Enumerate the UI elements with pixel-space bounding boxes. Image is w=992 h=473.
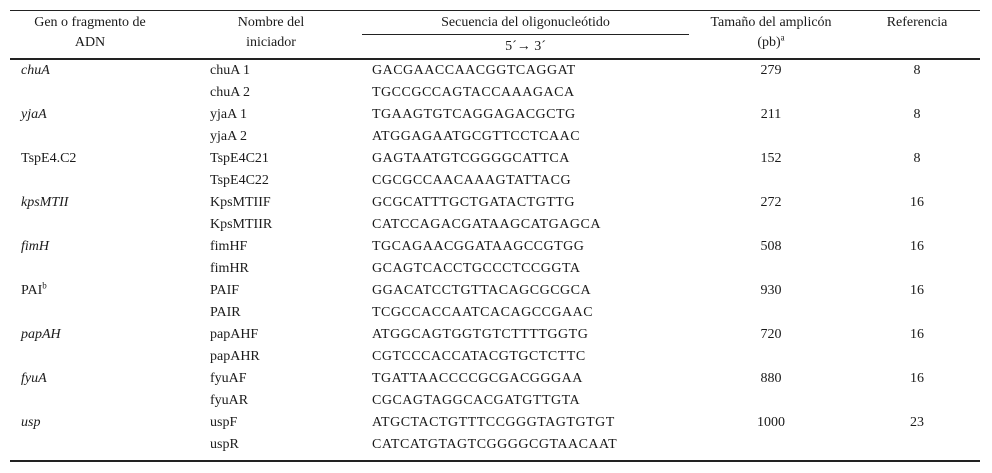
table-row <box>0 214 992 236</box>
reference-cell: 16 <box>910 283 924 298</box>
reference-cell: 16 <box>910 239 924 254</box>
reference-cell: 16 <box>910 371 924 386</box>
table-bottom-rule <box>10 460 980 462</box>
primer-name-cell: fyuAR <box>210 393 249 408</box>
table-row <box>0 60 992 82</box>
sequence-cell: TGAAGTGTCAGGAGACGCTG <box>372 107 576 122</box>
amplicon-size-cell: 211 <box>760 107 782 122</box>
primer-name-cell: PAIF <box>210 283 240 298</box>
sequence-cell: CGTCCCACCATACGTGCTCTTC <box>372 349 586 364</box>
primer-name-cell: PAIR <box>210 305 241 320</box>
header-gene-line2: ADN <box>74 35 106 50</box>
table-row <box>0 412 992 434</box>
header-gene-line1: Gen o fragmento de <box>34 15 146 30</box>
amplicon-size-cell: 720 <box>760 327 782 342</box>
header-reference: Referencia <box>886 15 948 30</box>
header-size-footnote: a <box>780 32 785 43</box>
table-row <box>0 236 992 258</box>
table-row <box>0 324 992 346</box>
gene-cell <box>21 280 47 302</box>
primer-name-cell: fimHR <box>210 261 249 276</box>
table-row <box>0 170 992 192</box>
gene-cell <box>21 236 49 258</box>
header-gene <box>10 13 170 53</box>
primer-name-cell: chuA 1 <box>210 63 251 78</box>
gene-name: kpsMTII <box>21 195 69 210</box>
table-row <box>0 302 992 324</box>
sequence-cell: CGCGCCAACAAAGTATTACG <box>372 173 572 188</box>
primer-name-cell: papAHR <box>210 349 260 364</box>
gene-cell <box>21 192 68 214</box>
header-size-unit: (pb) <box>757 35 781 50</box>
primer-name-cell: yjaA 1 <box>210 107 247 122</box>
amplicon-size-cell: 272 <box>760 195 782 210</box>
table-row <box>0 148 992 170</box>
primer-name-cell: chuA 2 <box>210 85 251 100</box>
amplicon-size-cell: 508 <box>760 239 782 254</box>
sequence-cell: CGCAGTAGGCACGATGTTGTA <box>372 393 581 408</box>
sequence-cell: GGACATCCTGTTACAGCGCGCA <box>372 283 592 298</box>
sequence-cell: ATGGAGAATGCGTTCCTCAAC <box>372 129 581 144</box>
table-row <box>0 368 992 390</box>
gene-cell <box>21 104 47 126</box>
gene-name: chuA <box>21 63 50 78</box>
gene-name: fimH <box>21 239 49 254</box>
sequence-cell: CATCCAGACGATAAGCATGAGCA <box>372 217 601 232</box>
reference-cell: 16 <box>910 195 924 210</box>
table-row <box>0 434 992 456</box>
reference-cell: 8 <box>913 107 921 122</box>
table-row <box>0 346 992 368</box>
table-row <box>0 82 992 104</box>
header-sequence-rule <box>362 34 689 35</box>
header-size-line1: Tamaño del amplicón <box>710 15 832 30</box>
sequence-cell: ATGCTACTGTTTCCGGGTAGTGTGT <box>372 415 615 430</box>
gene-cell <box>21 60 50 82</box>
primer-name-cell: uspR <box>210 437 239 452</box>
sequence-cell: GAGTAATGTCGGGGCATTCA <box>372 151 570 166</box>
sequence-cell: CATCATGTAGTCGGGGCGTAACAAT <box>372 437 618 452</box>
reference-cell: 23 <box>910 415 924 430</box>
primer-name-cell: papAHF <box>210 327 259 342</box>
primer-name-cell: KpsMTIIF <box>210 195 271 210</box>
primer-name-cell: KpsMTIIR <box>210 217 273 232</box>
table-row <box>0 280 992 302</box>
gene-name: usp <box>21 415 41 430</box>
table-row <box>0 104 992 126</box>
gene-cell <box>21 324 61 346</box>
header-primer-name <box>196 13 346 53</box>
table-top-rule <box>10 10 980 11</box>
gene-name: fyuA <box>21 371 47 386</box>
amplicon-size-cell: 880 <box>760 371 782 386</box>
amplicon-size-cell: 152 <box>760 151 782 166</box>
sequence-cell: TGATTAACCCCGCGACGGGAA <box>372 371 583 386</box>
gene-name: papAH <box>21 327 61 342</box>
gene-name: TspE4.C2 <box>21 151 77 166</box>
reference-cell: 16 <box>910 327 924 342</box>
header-sequence: Secuencia del oligonucleótido <box>441 15 610 30</box>
header-direction: 5´→ 3´ <box>505 39 546 54</box>
header-amplicon-size <box>690 13 852 53</box>
table-row <box>0 390 992 412</box>
header-size-line2 <box>690 33 852 53</box>
primer-name-cell: uspF <box>210 415 238 430</box>
amplicon-size-cell: 1000 <box>757 415 785 430</box>
table-row <box>0 192 992 214</box>
reference-cell: 8 <box>913 63 921 78</box>
sequence-cell: GCAGTCACCTGCCCTCCGGTA <box>372 261 581 276</box>
primer-name-cell: TspE4C22 <box>210 173 269 188</box>
gene-cell <box>21 148 76 170</box>
table-row <box>0 126 992 148</box>
gene-cell <box>21 368 47 390</box>
header-name-line2: iniciador <box>246 35 296 50</box>
gene-footnote: b <box>42 280 47 291</box>
gene-name: PAI <box>21 283 43 298</box>
sequence-cell: ATGGCAGTGGTGTCTTTTGGTG <box>372 327 589 342</box>
header-name-line1: Nombre del <box>237 15 305 30</box>
primer-name-cell: yjaA 2 <box>210 129 247 144</box>
primer-name-cell: fimHF <box>210 239 248 254</box>
primer-name-cell: TspE4C21 <box>210 151 269 166</box>
sequence-cell: TCGCCACCAATCACAGCCGAAC <box>372 305 594 320</box>
gene-cell <box>21 412 40 434</box>
amplicon-size-cell: 930 <box>760 283 782 298</box>
primer-name-cell: fyuAF <box>210 371 247 386</box>
sequence-cell: GACGAACCAACGGTCAGGAT <box>372 63 576 78</box>
sequence-cell: GCGCATTTGCTGATACTGTTG <box>372 195 576 210</box>
table-row <box>0 258 992 280</box>
gene-name: yjaA <box>21 107 47 122</box>
sequence-cell: TGCAGAACGGATAAGCCGTGG <box>372 239 585 254</box>
reference-cell: 8 <box>913 151 921 166</box>
sequence-cell: TGCCGCCAGTACCAAAGACA <box>372 85 575 100</box>
amplicon-size-cell: 279 <box>760 63 782 78</box>
